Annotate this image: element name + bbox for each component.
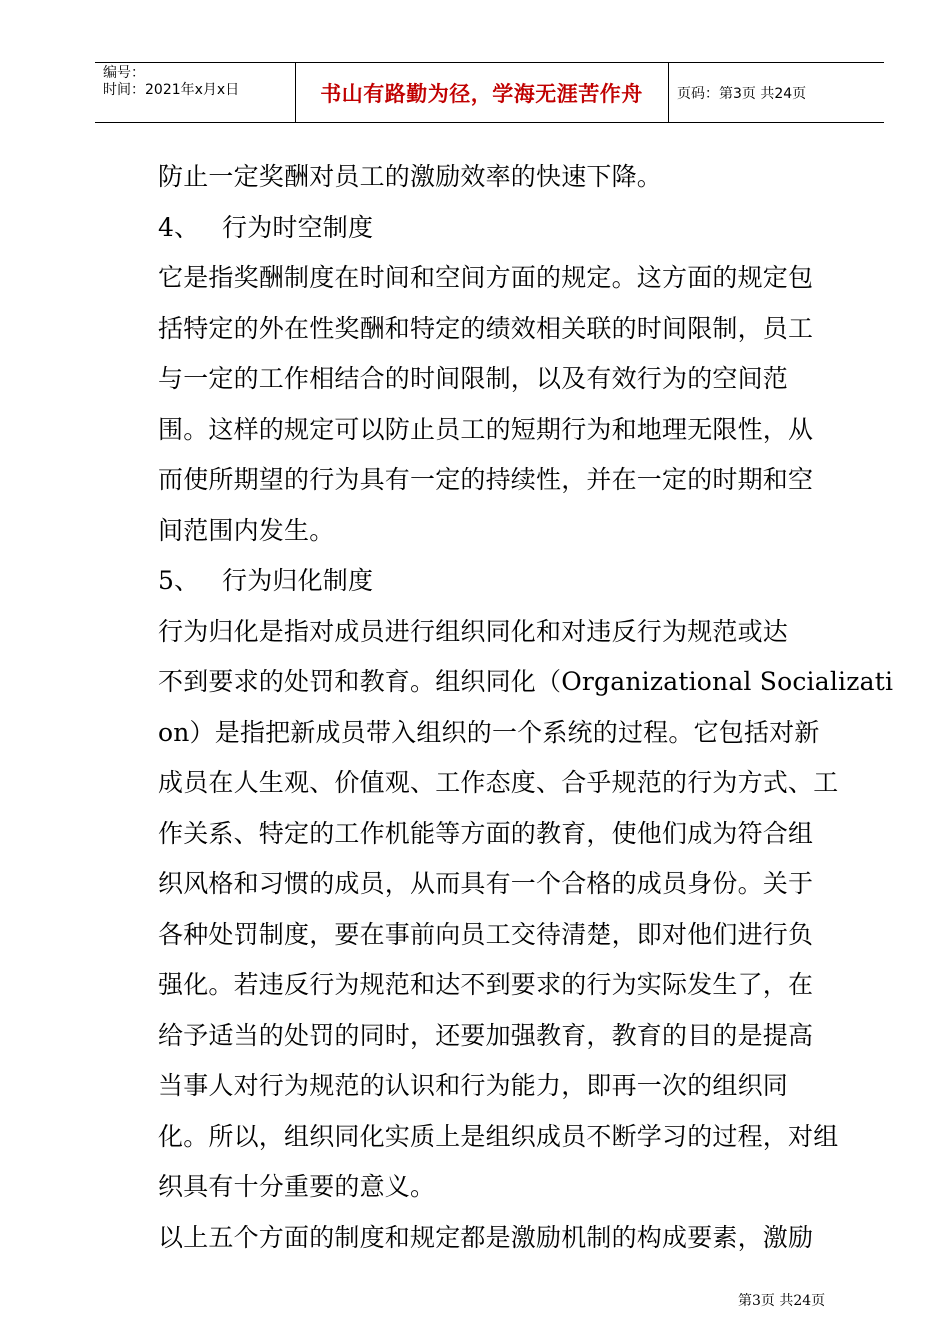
section-heading-4 bbox=[158, 203, 826, 254]
paragraph-line: 间范围内发生。 bbox=[158, 515, 335, 545]
paragraph-line: 以上五个方面的制度和规定都是激励机制的构成要素，激励 bbox=[158, 1222, 814, 1252]
section-heading-5 bbox=[158, 556, 826, 607]
section-title: 行为归化制度 bbox=[222, 566, 374, 595]
header-meta bbox=[103, 65, 239, 99]
section-number: 4、 bbox=[158, 212, 200, 242]
page-footer: 第3页 共24页 bbox=[738, 1293, 826, 1309]
paragraph-line: 各种处罚制度，要在事前向员工交待清楚，即对他们进行负 bbox=[158, 919, 814, 949]
paragraph-line: on）是指把新成员带入组织的一个系统的过程。它包括对新 bbox=[158, 717, 820, 747]
paragraph-line: 当事人对行为规范的认识和行为能力，即再一次的组织同 bbox=[158, 1071, 789, 1100]
section-title: 行为时空制度 bbox=[222, 212, 374, 242]
paragraph-line: 化。所以，组织同化实质上是组织成员不断学习的过程，对组 bbox=[158, 1121, 839, 1151]
paragraph-line: 而使所期望的行为具有一定的持续性，并在一定的时期和空 bbox=[158, 465, 814, 494]
document-number-label: 编号： bbox=[103, 65, 145, 81]
paragraph-line: 织风格和习惯的成员，从而具有一个合格的成员身份。关于 bbox=[158, 869, 814, 898]
page-header bbox=[95, 62, 884, 123]
section-number: 5、 bbox=[158, 566, 200, 595]
document-time-label: 时间：2021年x月x日 bbox=[103, 82, 240, 98]
paragraph-line: 不到要求的处罚和教育。组织同化（Organizational Socializati bbox=[158, 667, 894, 696]
paragraph-line: 织具有十分重要的意义。 bbox=[158, 1172, 436, 1201]
paragraph-line: 行为归化是指对成员进行组织同化和对违反行为规范或达 bbox=[158, 616, 789, 646]
paragraph-line: 它是指奖酬制度在时间和空间方面的规定。这方面的规定包 bbox=[158, 263, 814, 292]
paragraph-line: 成员在人生观、价值观、工作态度、合乎规范的行为方式、工 bbox=[158, 768, 839, 797]
paragraph-line: 强化。若违反行为规范和达不到要求的行为实际发生了，在 bbox=[158, 970, 814, 999]
paragraph-line: 括特定的外在性奖酬和特定的绩效相关联的时间限制，员工 bbox=[158, 313, 814, 343]
paragraph-line: 防止一定奖酬对员工的激励效率的快速下降。 bbox=[158, 162, 663, 191]
header-divider bbox=[668, 63, 669, 122]
document-body bbox=[158, 152, 894, 1263]
header-motto: 书山有路勤为径，学海无涯苦作舟 bbox=[320, 82, 643, 106]
paragraph-line: 与一定的工作相结合的时间限制，以及有效行为的空间范 bbox=[158, 364, 789, 393]
header-page-number: 页码：第3页 共24页 bbox=[677, 86, 807, 102]
paragraph-line: 作关系、特定的工作机能等方面的教育，使他们成为符合组 bbox=[158, 818, 814, 848]
paragraph-line: 给予适当的处罚的同时，还要加强教育，教育的目的是提高 bbox=[158, 1020, 814, 1050]
paragraph-line: 围。这样的规定可以防止员工的短期行为和地理无限性，从 bbox=[158, 414, 814, 444]
